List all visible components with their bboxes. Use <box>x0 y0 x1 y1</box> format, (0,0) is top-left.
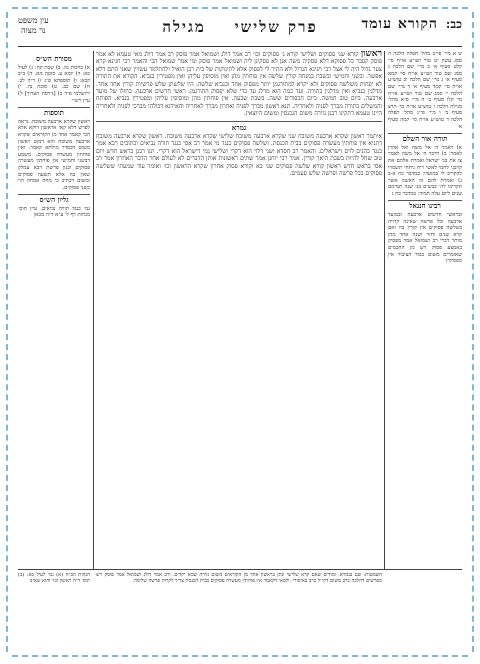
crop-border-left <box>6 12 8 652</box>
tractate-title: מגילה <box>162 18 206 36</box>
right-sub-text: א) ויאמר ה׳ אל משה ואל אהרן לאמר: ב) וידבר ה׳ אל משה לאמר צו את בני ישראל ואמרת אלהם את קרבני לחמי לאשי ריח ניחחי תשמרו להקריב לי במועדו: במדבר כח א-ב ג) ואמרת להם זה האשה אשר תקריבו לה׳ כבשים בני שנה תמימם שנים ליום עלה תמיד: במדבר כח ג <box>388 144 462 197</box>
crop-border-bottom <box>12 655 468 657</box>
crop-border-top <box>12 7 468 9</box>
chapter-title: הקורא עומד <box>361 16 438 32</box>
header-left-bottom: נר מצוה <box>20 26 46 35</box>
main-lead-word: ראשון <box>360 51 382 59</box>
header-left-top: עין משפט <box>18 16 49 25</box>
ein-mishpat-text: ש א מיי׳ פי״ב מהל׳ תפלה הלכה ה סמג עשין יט טור ושו״ע או״ח סי׳ קלט סעיף א׳ ב מיי׳ שם הלכה ג סמג שם טור ושו״ע או״ח סי׳ קמא סעיף א׳ ג מיי׳ שם הלכה יב טוש״ע או״ח סי׳ קמד סעיף א׳ ד מיי׳ שם הלכה י׳ סמג שם טור ושו״ע או״ח סי׳ קלז סעיף ב׳ ה מיי׳ פ״א מהל׳ מגילה הלכה ז טוש״ע או״ח סי׳ תרצ סעיף ב׳ ו מיי׳ פי״ג מהל׳ תפלה הלכה ד טוש״ע או״ח סי׳ קמה סעיף א׳ <box>388 51 462 130</box>
right-sub-text-2: ובראשי חדשים ארבעה ובמועד ארבעה וכל פרשה שאינה קרויה בשלשה פסוקים אין קורין בה ואם קרא שנים וחזר ושנה אחד מהן מותר דברי רב ושמואל אמר מפסיק באמצע פסוק ויש מן החכמים שאומרים משום כבוד הציבור אין מפסיקין <box>388 212 462 265</box>
left-sub-title-2: גליון הש״ס <box>18 194 90 204</box>
column-divider-left <box>93 51 94 569</box>
folio-number: כב: <box>445 17 462 31</box>
right-sub-title-2: רבינו חננאל <box>388 200 462 210</box>
left-sub-text: ראשון שקרא ארבעה משובח. נראה לפרש דלא קאי אראשון דוקא אלא הכי קאמר אחד מן הקוראים שקרא ארבעה משובח והא דנקט ראשון משום דבסדר מילתא קאמר. ואין פוחתין מעשרה פסוקים. משמע דבשני וחמישי אין פוחתין מעשרה פסוקים וכגון פרשת ויבא עמלק שאין בה אלא תשעה פסוקים ומשום דכתיב כי מחה אמחה הוי כשני פסוקים. <box>18 118 90 191</box>
header-center <box>18 18 462 37</box>
left-text: א) ברכות נה. ב) שבת קח: ג) לעיל כא: ד) יומא ע. סוטה מא. ה) ב״ב קכא: ו) תוספתא פ״ג ז) ר״ה לב. ח) שם כב. ט) סוכה נה. י) ירושלמי פ״ד כ) [גירסת הערוך] ל) עיין רש״י <box>18 64 90 104</box>
main-sub-title: גמרא <box>96 121 382 131</box>
left-commentary-column <box>18 51 90 567</box>
main-text-2: איתמר ראשון שקרא ארבעה משובח שני שקרא ארבעה משובח שלישי שקרא ארבעה משובח. ראשון שקרא ארבעה משובח דתניא אין פוחתין מעשרה פסוקים בבית הכנסת. ושלשה פסוקים כנגד מי אמר רב אסי כנגד תורה נביאים וכתובים רבא אמר כנגד כהנים לוים וישראלים. והאמר רב חסדא ושני דלוי הוא דקרי ושלישי נמי דישראל הוא דקרי. תנו רבנן בראש חדש ויום טוב שחל להיות בשבת היאך קורין. אמר רבי יוחנן אמר שתים ראשונות אותן הדברים לא לעולם אחר הדבר האחרון אמר רב אסי בראש חדש ראשון קורא שלשה פסוקים שני בא וקורא פסוק אחרון שקרא הראשון וכו׳ ואומר עוד שמעתי ששלשה פסוקים בכל פרשה ופרשה שלש פעמים. <box>96 133 382 178</box>
left-title: מסורת הש״ס <box>36 54 72 63</box>
column-divider-right <box>384 51 385 569</box>
section-title: פרק שלישי <box>234 18 318 36</box>
left-sub-title: תוספות <box>18 107 90 117</box>
bottom-side-note: הגהות הב״ח (א) גמ׳ לעיל כא: (ב) תוס׳ ד״ה ראשון וכו׳ והוא שאינו <box>18 572 90 585</box>
bottom-notes <box>18 569 462 644</box>
crop-border-right <box>472 12 474 652</box>
bottom-main-note: השמטות: שם בגמרא. ומודים שאם קרא שלישי ונתן בראשון אחד מן הקוראים משום גזירה שמא יקדים. ורב אמר דולג ושמואל אמר פוסק ויש מפרשים דהלכה כרב משום דקי״ל כרב באיסורי. ולמאי דקאמר אין פוחתין מעשרה פסוקים בבית הכנסת צריך לקרות פרשה שלימה. <box>96 572 382 585</box>
talmud-page <box>18 16 462 648</box>
page-body <box>18 47 462 647</box>
main-text: קורא שני פסוקים ושלישי קורא ג׳ פסוקים וכו׳ רב אמר דולג ושמואל אמר פוסק רב אמר דולג מאי טעמא לא אמר פוסק קסבר כל פסוקא דלא פסקיה משה אנן לא פסקינן ליה ושמואל אמר פוסק ומי אמר שמואל הכי והאמר רבי חנינא קרא צער גדול היה לי אצל רבי חנינא הגדול ולא התיר לי לפסוק אלא לתינוקות של בית רבן הואיל ולהתלמד עשויין שאני התם דלא אפשר. ובשני וחמישי ובשבת במנחה קורין שלשה אין פוחתין מהן ואין מוסיפין עליהן ואין מפטירין בנביא. הקורא את התורה לא יפחות משלשה פסוקים ולא יקרא למתורגמן יותר מפסוק אחד ובנביא שלשה. היו שלשתן שלש פרשיות קורין אחד אחד. מדלגין בנביא ואין מדלגין בתורה. ועד כמה הוא מדלג עד כדי שלא יפסוק התורגמן. ראשי חדשים ארבעה. בחולו של מועד ארבעה. ביום טוב חמשה. ביום הכפורים ששה. בשבת שבעה. אין פוחתין מהן ומוסיפין עליהן ומפטירין בנביא. הפותח והמשלים בתורה מברך לפניה ולאחריה. תנא ראשון מברך לפניה ואחרון מברך לאחריה והאידנא דכולהו מברכי לפניה ולאחריה היינו טעמא דתקינו רבנן גזירה משום הנכנסין ומשום היוצאין. <box>96 51 382 118</box>
right-sub-title: תורה אור השלם <box>388 133 462 143</box>
right-commentary-column <box>388 51 462 567</box>
page-header <box>18 16 462 47</box>
left-sub-text-2: גמ׳ כנגד תורה נביאים. עיין תוס׳ מנחות דף ל׳ ע״א ד״ה מכאן <box>18 205 90 219</box>
main-text-column <box>96 51 382 567</box>
